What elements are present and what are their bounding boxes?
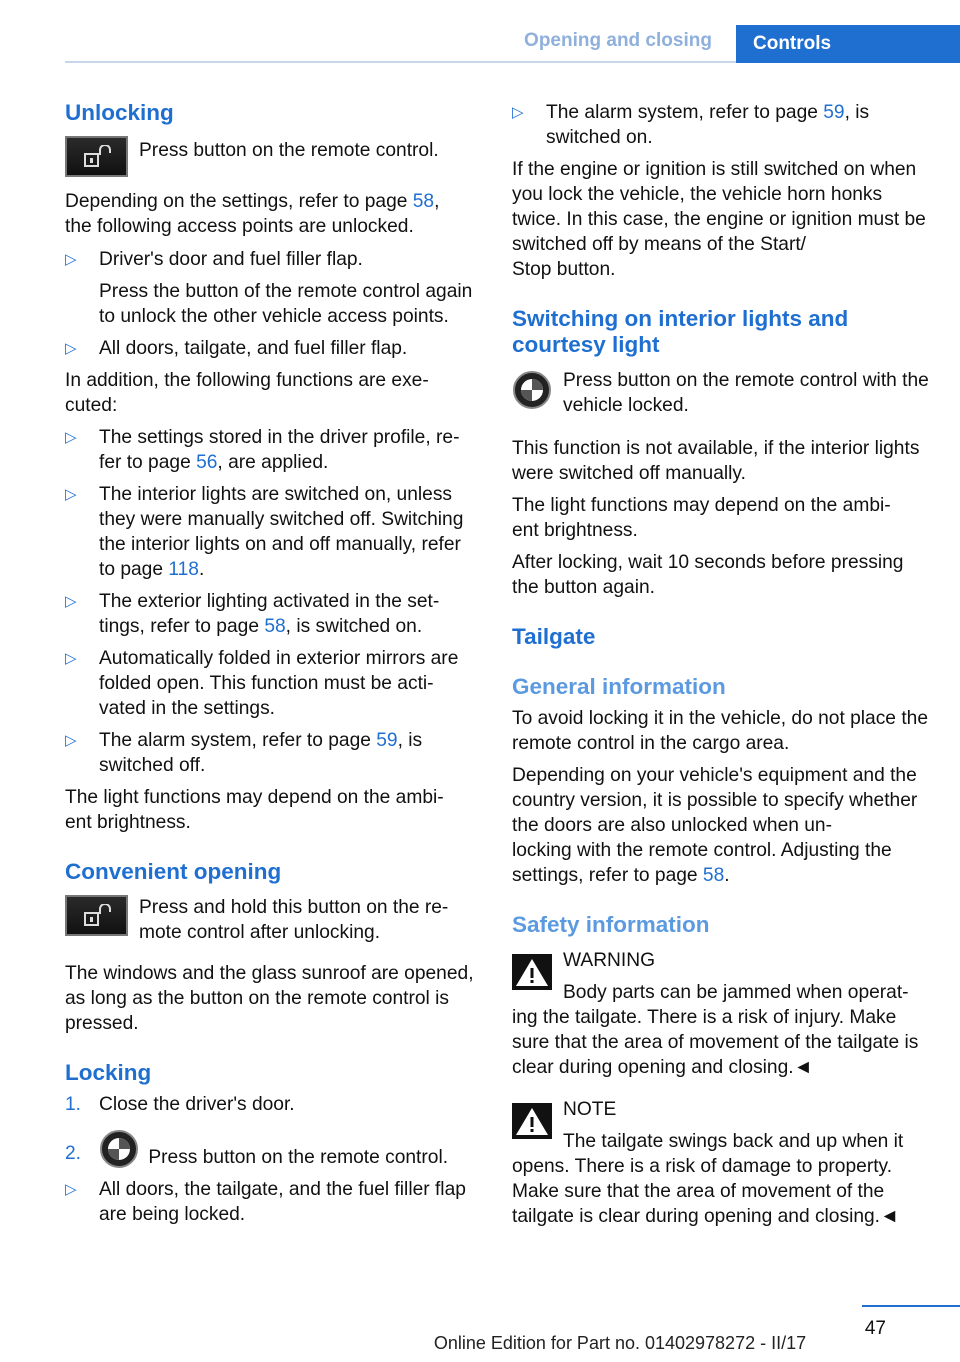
list-item <box>65 1092 481 1117</box>
bullet-marker: ▷ <box>65 429 77 446</box>
page-link-56[interactable]: 56 <box>196 452 218 473</box>
bullet-text-part: . <box>198 559 205 580</box>
bullet-text <box>99 589 481 639</box>
bullet-marker: ▷ <box>65 486 77 503</box>
note-text: The tailgate swings back and up when it opens. There is a risk of damage to property. Make sure that the area of movement of the tailgate is clear during opening and closing.◄ <box>512 1131 904 1227</box>
interior-lights-heading: Switching on interior lights and courtesy light <box>512 306 849 357</box>
page-link-58[interactable]: 58 <box>412 191 435 212</box>
list-item <box>512 100 930 150</box>
unlocking-block <box>65 136 481 177</box>
footer-edition: Online Edition for Part no. 01402978272 - II/17 <box>433 1333 807 1353</box>
list-item <box>65 646 481 721</box>
unlock-button-icon <box>65 136 128 177</box>
convenient-press-text: Press and hold this button on the re- mote control after unlocking. <box>139 897 449 943</box>
bullet-marker: ▷ <box>65 251 77 268</box>
bullet-subtext: Press the button of the remote control again to unlock the other vehicle access points. <box>99 281 473 327</box>
bullet-marker: ▷ <box>65 1181 77 1198</box>
locking-heading: Locking <box>65 1060 152 1085</box>
depending-paragraph <box>512 763 930 888</box>
bullet-marker: ▷ <box>65 732 77 749</box>
header-section[interactable]: Opening and closing <box>524 30 712 51</box>
depending-text: Depending on the settings, refer to page <box>65 191 413 212</box>
warning-label: WARNING <box>563 950 656 971</box>
warning-triangle-icon <box>512 954 552 990</box>
general-info-heading: General information <box>512 674 726 699</box>
bullet-text-part: The interior lights are switched on, unless they were manually switched off. Switching the interior lights on and off manually, refer to page <box>99 484 464 580</box>
bullet-text-part: The exterior lighting activated in the set- tings, refer to page <box>99 591 440 637</box>
right-column <box>512 100 930 1229</box>
list-item <box>65 425 481 475</box>
list-item <box>65 1129 481 1170</box>
bullet-text-part: The alarm system, refer to page <box>546 102 824 123</box>
bullet-text-part: , are applied. <box>217 452 329 473</box>
bullet-marker: ▷ <box>512 104 524 121</box>
warning-block <box>512 948 930 1080</box>
list-item <box>65 728 481 778</box>
list-item <box>65 336 481 361</box>
warning-triangle-icon <box>512 1103 552 1139</box>
bullet-text-part: , is switched off. <box>99 730 423 776</box>
bullet-text <box>99 728 481 778</box>
page-link-58[interactable]: 58 <box>702 865 725 886</box>
interior-block <box>512 368 930 418</box>
list-item <box>65 589 481 639</box>
page-link-59[interactable]: 59 <box>823 102 845 123</box>
unlocking-heading: Unlocking <box>65 100 174 125</box>
header-tab-controls[interactable]: Controls <box>736 25 960 63</box>
bmw-logo-icon <box>99 1129 139 1169</box>
note-label: NOTE <box>563 1099 617 1120</box>
bullet-text-part: , is switched on. <box>546 102 870 148</box>
safety-info-heading: Safety information <box>512 912 710 937</box>
not-available-text: This function is not available, if the interior lights were switched off manually. <box>512 438 920 484</box>
note-block <box>512 1097 930 1229</box>
light-dependency-text: The light functions may depend on the ambi- ent brightness. <box>65 787 444 833</box>
bullet-marker: ▷ <box>65 650 77 667</box>
bmw-logo-icon <box>512 370 552 410</box>
left-column <box>65 100 481 1227</box>
bullet-text <box>99 425 481 475</box>
convenient-block <box>65 895 481 945</box>
warning-text: Body parts can be jammed when operat- ing the tailgate. There is a risk of injury. Make sure that the area of movement of the tailgate is clear during opening and closing.◄ <box>512 982 919 1078</box>
engine-text: If the engine or ignition is still switched on when you lock the vehicle, the vehicle horn honks twice. In this case, the engine or ignition must be switched off by means of the Start/ Stop button. <box>512 159 926 280</box>
step-number: 1. <box>65 1094 82 1115</box>
tailgate-heading: Tailgate <box>512 624 596 649</box>
bullet-text-part: The settings stored in the driver profile, re- fer to page <box>99 427 460 473</box>
list-item <box>65 482 481 582</box>
step-text-row <box>99 1129 481 1170</box>
avoid-text: To avoid locking it in the vehicle, do not place the remote control in the cargo area. <box>512 708 928 754</box>
bullet-text: All doors, tailgate, and fuel filler flap. <box>99 338 408 359</box>
bullet-text: Driver's door and fuel filler flap. <box>99 249 363 270</box>
interior-press-text: Press button on the remote control with the vehicle locked. <box>563 370 929 416</box>
page-link-59[interactable]: 59 <box>376 730 398 751</box>
after-lock-text: After locking, wait 10 seconds before pressing the button again. <box>512 552 904 598</box>
convenient-opening-heading: Convenient opening <box>65 859 282 884</box>
page-number: 47 <box>864 1318 886 1339</box>
depending-text: Depending on your vehicle's equipment and the country version, it is possible to specify whether the doors are also unlocked when un- locking with the remote control. Adjusting the settings, refer to page <box>512 765 918 886</box>
depending-tail: . <box>724 865 730 886</box>
bullet-marker: ▷ <box>65 340 77 357</box>
bullet-text-part: , is switched on. <box>285 616 423 637</box>
unlock-button-icon <box>65 895 128 936</box>
bullet-text <box>546 100 930 150</box>
list-item <box>65 1177 481 1227</box>
step-text: Press button on the remote control. <box>148 1147 449 1168</box>
step-number: 2. <box>65 1143 82 1164</box>
light-dependency-text: The light functions may depend on the ambi- ent brightness. <box>512 495 891 541</box>
page-link-58[interactable]: 58 <box>264 616 286 637</box>
bullet-text: Automatically folded in exterior mirrors are folded open. This function must be acti- vated in the settings. <box>99 648 459 719</box>
windows-text: The windows and the glass sunroof are opened, as long as the button on the remote control is pressed. <box>65 963 474 1034</box>
footer-rule <box>862 1305 960 1307</box>
depending-tail: , the following access points are unlocked. <box>65 191 440 237</box>
bullet-text-part: The alarm system, refer to page <box>99 730 377 751</box>
bullet-text: All doors, the tailgate, and the fuel filler flap are being locked. <box>99 1179 466 1225</box>
bullet-marker: ▷ <box>65 593 77 610</box>
unlocking-press-text: Press button on the remote control. <box>139 140 439 161</box>
page-link-118[interactable]: 118 <box>168 559 199 580</box>
addition-text: In addition, the following functions are exe- cuted: <box>65 370 429 416</box>
step-text: Close the driver's door. <box>99 1094 295 1115</box>
depending-paragraph <box>65 189 481 239</box>
bullet-text <box>99 482 481 582</box>
list-item <box>65 247 481 329</box>
